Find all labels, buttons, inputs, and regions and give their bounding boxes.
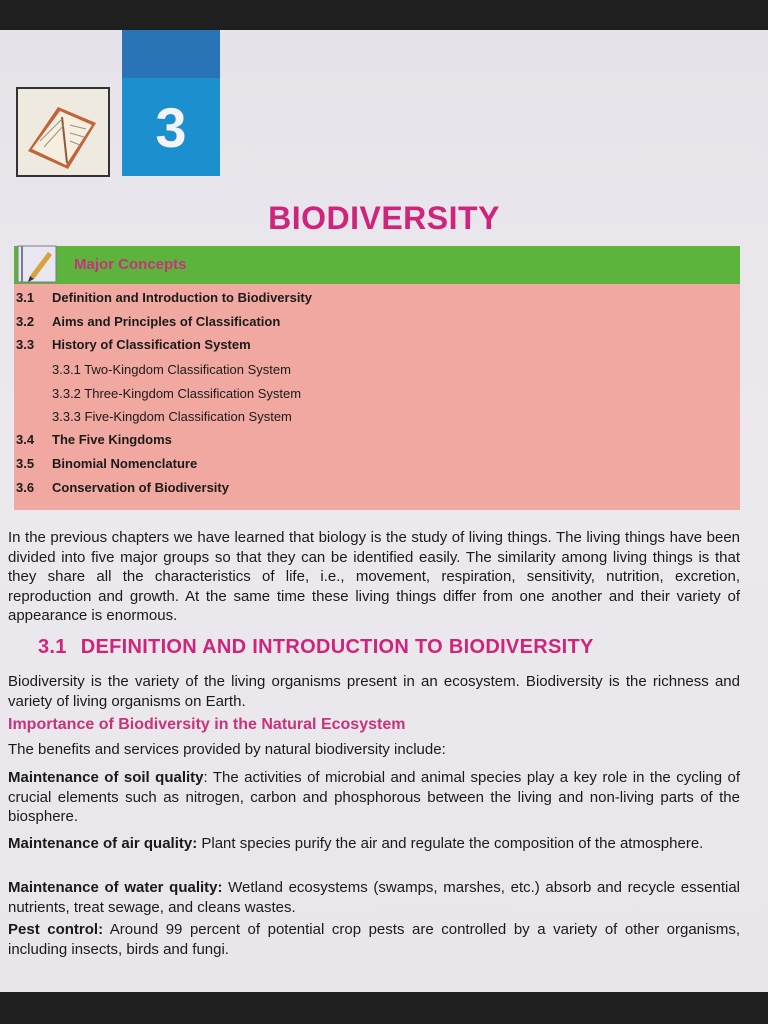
definition-paragraph: Biodiversity is the variety of the living organisms present in an ecosystem. Biodiversity is the richness and variety of living organisms on Earth. [8,673,740,710]
importance-subheading: Importance of Biodiversity in the Natural Ecosystem [8,716,406,733]
major-concepts-header [14,246,740,284]
concept-number: 3.1 [16,290,35,305]
concept-number: 3.6 [16,480,35,495]
concept-text: History of Classification System [52,337,251,352]
benefit-water-quality [8,878,740,917]
pencil-icon [16,242,60,286]
textbook-page [0,30,768,992]
concept-number: 3.2 [16,314,35,329]
concept-number: 3.3 [16,337,35,352]
section-number: 3.1 [38,636,67,658]
concept-number: 3.5 [16,456,35,471]
major-concepts-box [14,246,740,510]
concept-text: The Five Kingdoms [52,432,172,447]
book-icon [16,87,110,177]
benefit-term: Maintenance of air quality: [8,835,198,852]
section-heading [38,636,594,659]
benefit-term: Pest control: [8,921,104,938]
benefit-text: Around 99 percent of potential crop pests are controlled by a variety of other organisms, including insects, birds and fungi. [8,921,740,958]
concept-text: Conservation of Biodiversity [52,480,229,495]
major-concepts-title: Major Concepts [74,256,187,273]
page-title: BIODIVERSITY [268,200,500,236]
concept-text: 3.3.3 Five-Kingdom Classification System [52,409,292,424]
concept-text: Aims and Principles of Classification [52,314,281,329]
section-title: DEFINITION AND INTRODUCTION TO BIODIVERSITY [80,636,594,658]
concept-number: 3.4 [16,432,35,447]
chapter-number: 3 [155,96,187,159]
intro-paragraph: In the previous chapters we have learned that biology is the study of living things. The living things have been divided into five major groups so that they can be identified easily. The similarity among living things is that they share all the characteristics of life, i.e., movement, respiration, sensitivity, nutrition, excretion, reproduction and growth. At the same time these living things differ from one another and their variety of appearance is enormous. [8,529,740,624]
benefits-intro: The benefits and services provided by natural biodiversity include: [8,741,446,758]
benefit-text: Plant species purify the air and regulate the composition of the atmosphere. [201,835,704,852]
benefit-air-quality [8,834,740,854]
concept-text: 3.3.1 Two-Kingdom Classification System [52,362,291,377]
benefit-term: Maintenance of water quality: [8,879,223,896]
benefit-term: Maintenance of soil quality [8,769,204,786]
benefit-text: The activities of microbial and animal species play a key role in the cycling of crucial elements such as nitrogen, carbon and phosphorous between the living and non-living parts of the biosphere. [8,769,740,825]
benefit-pest-control [8,920,740,959]
concept-text: 3.3.2 Three-Kingdom Classification System [52,386,302,401]
benefit-text: Wetland ecosystems (swamps, marshes, etc.) absorb and recycle essential nutrients, treat sewage, and cleans wastes. [8,879,740,916]
concept-text: Definition and Introduction to Biodiversity [52,290,312,305]
chapter-number-box [122,30,220,176]
concept-text: Binomial Nomenclature [52,456,198,471]
benefit-soil-quality: Maintenance of soil quality: The activities of microbial and animal species play a key role in the cycling of crucial elements such as nitrogen, carbon and phosphorous between the living and non-living parts of the biosphere. [8,769,740,825]
